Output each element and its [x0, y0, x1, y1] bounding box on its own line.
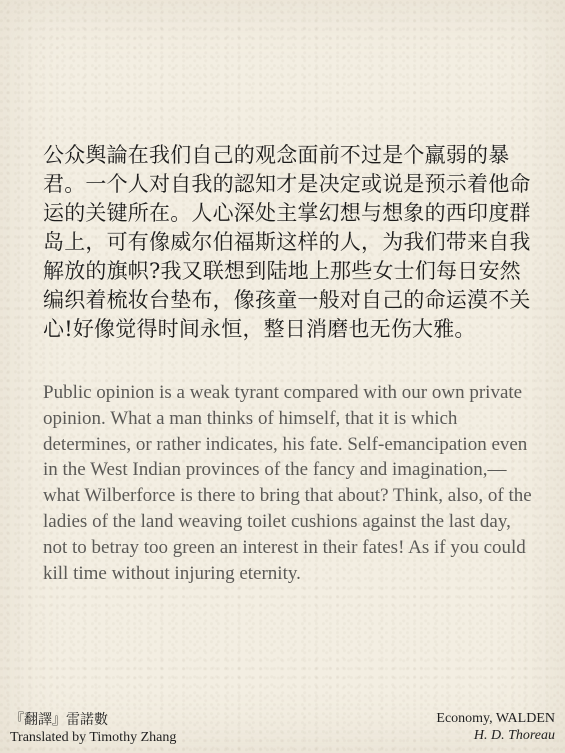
english-original-text: Public opinion is a weak tyrant compared with our own private opinion. What a man thinks of himself, that it is which determines, or rather indicates, his fate. Self-emancipation even in the West Indian provinces of the fancy and imagination,—what Wilberforce is there to bring that about? Think, also, of the ladies of the land weaving toilet cushions against the last day, not to betray too green an interest in their fates! As if you could kill time without injuring eternity. — [43, 382, 532, 584]
translator-tag: 『翻譯』雷諾數 — [10, 713, 108, 728]
translator-credit-block — [10, 712, 176, 746]
source-title: Economy, WALDEN — [436, 711, 555, 726]
translator-credit: Translated by Timothy Zhang — [10, 730, 177, 745]
author-name: H. D. Thoreau — [473, 728, 555, 743]
chinese-translation-text: 公众舆論在我们自己的观念面前不过是个羸弱的暴君。一个人对自我的認知才是决定或说是预示着他命运的关键所在。人心深处主掌幻想与想象的西印度群岛上，可有像威尔伯福斯这样的人，为我们带来自我解放的旗帜?我又联想到陆地上那些女士们每日安然编织着梳妆台垫布，像孩童一般对自己的命运漠不关心!好像觉得时间永恒，整日消磨也无伤大雅。 — [43, 143, 531, 341]
source-attribution-block — [436, 710, 555, 744]
